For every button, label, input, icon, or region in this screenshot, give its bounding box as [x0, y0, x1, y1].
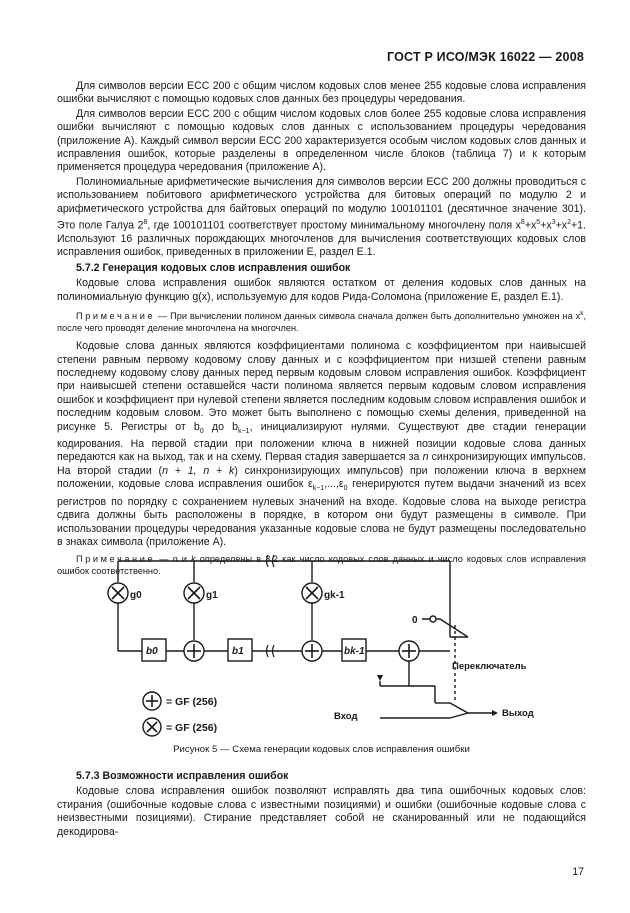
- section-heading-572: 5.7.2 Генерация кодовых слов исправления ошибок: [76, 261, 351, 274]
- label-gk1: gk-1: [324, 590, 345, 601]
- label-bk1: bk-1: [344, 646, 365, 657]
- page-number: 17: [572, 866, 584, 878]
- paragraph-5: Кодовые слова данных являются коэффициентами полинома с коэффициентом при наивысшей степени равным первому кодовому слову данных и с коэффициентом при низшей степени равным последнему кодовому слову данных перед первым кодовым словом исправления ошибок. Коэффициент при наивысшей степени оставшейся части полинома является первым кодовым словом исправления ошибок и коэффициент при нулевой степени является последним кодовым словом исправления ошибок и последним кодовым словом. Это может быть выполнено с помощью схемы деления, приведенной на рисунке 5. Регистры от $b_0$ до $b_{k-1}$, инициализируют нулями. Существуют две стадии генерации кодирования. На первой стадии при положении ключа в нижней позиции кодовые слова данных передаются как на выход, так и на схему. Первая стадия завершается за n синхронизирующих импульсов. На второй стадии (n + 1, n + k) синхронизирующих импульсов) при положении ключа в верхнем положении, кодовые слова исправления ошибок $\varepsilon_{k-1},...,\varepsilon_0$ генерируются путем выдачи значений из всех регистров по порядку с сохранением нулевых значений на входе. Кодовые слова на выходе регистра сдвига должны быть расположены в порядке, в котором они будут размещены в символе. При использовании процедуры чередования указанные кодовые слова не будут размещены последовательно в знаках символа (приложение А).: [57, 340, 587, 548]
- label-output: Выход: [502, 708, 534, 719]
- switch-contact-0-icon: [430, 616, 436, 622]
- section-heading-573: 5.7.3 Возможности исправления ошибок: [76, 770, 289, 782]
- label-g0: g0: [130, 590, 142, 601]
- body-text-bottom: [57, 768, 586, 840]
- label-input: Вход: [334, 711, 358, 722]
- label-g1: g1: [206, 590, 218, 601]
- paragraph-3: Полиномиальные арифметические вычисления для символов версии ECC 200 должны проводиться с использованием побитового арифметического устройства для битовых операций по модулю 2 и арифметического устройства для байтовых операций по модулю 100101101 (десятичное значение 301). Это поле Галуа $2^8$, где 100101101 соответствует простому минимальному многочлену поля $x^8+x^5+x^3+x^2+1$. Используют 16 различных порождающих многочленов для вычисления соответствующих кодовых слов исправления ошибок, приведенных в приложении Е, раздел Е.1.: [57, 175, 587, 259]
- body-text-top: [57, 80, 586, 583]
- legend-mul-label: = GF (256): [166, 722, 218, 734]
- paragraph-1: Для символов версии ECC 200 с общим числом кодовых слов менее 255 кодовые слова исправления ошибки вычисляют с помощью кодовых слов данных без процедуры чередования.: [57, 80, 586, 106]
- paragraph-2: Для символов версии ECC 200 с общим числом кодовых слов более 255 кодовые слова исправления ошибки вычисляют с помощью кодовых слов данных с использованием процедуры чередования (приложение А). Каждый символ версии ECC 200 характеризуется особым числом кодовых слов данных и исправления ошибок, которые разделены в определенном числе блоков (таблица 7) и к которым применяется процедура чередования (приложение А).: [57, 107, 586, 174]
- label-b1: b1: [232, 646, 244, 657]
- figure-5-circuit: [90, 553, 560, 743]
- legend-add-label: = GF (256): [166, 696, 218, 708]
- figure-caption: Рисунок 5 — Схема генерации кодовых слов исправления ошибки: [173, 744, 470, 755]
- paragraph-4: Кодовые слова исправления ошибок являются остатком от деления кодовых слов данных на полиномиальную функцию g(x), используемую для кодов Рида-Соломона (приложение Е, раздел Е.1).: [57, 277, 586, 303]
- paragraph-6: Кодовые слова исправления ошибок позволяют исправлять два типа ошибочных кодовых слов: стирания (ошибочные кодовые слова с известными позициями) и ошибки (ошибочные кодовые слова с неизвестными позициями). Стирание представляет собой не сканированный или не подающийся декодирова-: [57, 785, 586, 838]
- label-zero: 0: [412, 615, 418, 626]
- note-1: Примечание — При вычислении полином данных символа сначала должен быть дополнительно умножен на $x^k$, после чего проводят деление многочлена на многочлен.: [57, 310, 586, 334]
- page-header: ГОСТ Р ИСО/МЭК 16022 — 2008: [387, 50, 584, 64]
- label-b0: b0: [146, 646, 158, 657]
- label-switch: Переключатель: [452, 661, 527, 672]
- note-2: Примечание — n и k определены в 3.2 как число кодовых слов данных и число кодовых слов исправления ошибок соответственно.: [57, 554, 586, 577]
